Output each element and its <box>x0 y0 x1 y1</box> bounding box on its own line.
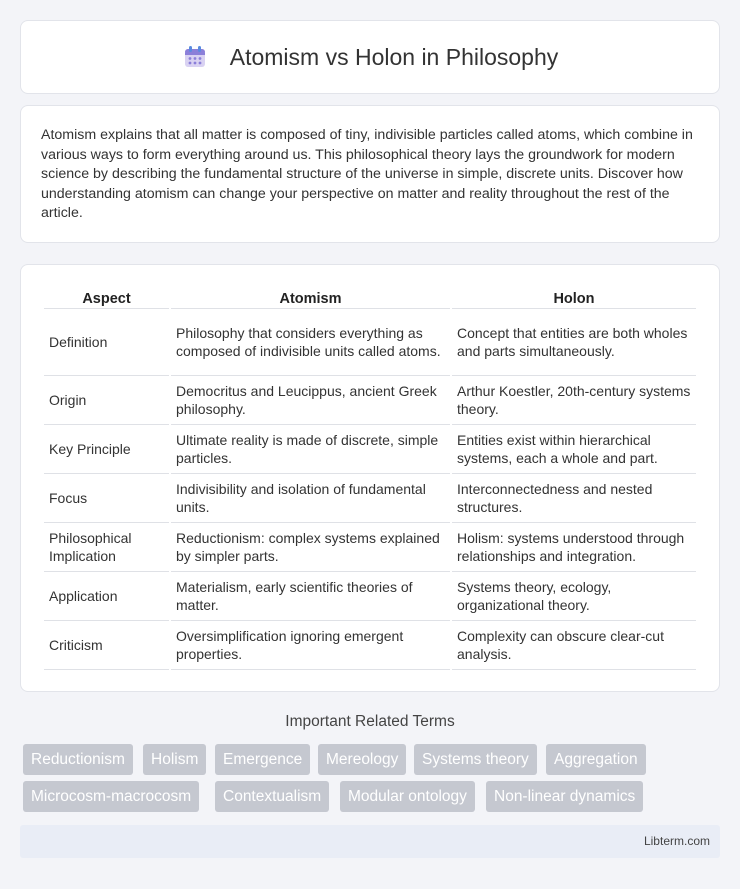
footer-brand-link[interactable]: Libterm.com <box>643 834 710 848</box>
row-aspect: Definition <box>44 309 169 376</box>
row-holon: Complexity can obscure clear-cut analysis. <box>452 621 696 670</box>
row-atomism: Reductionism: complex systems explained by simpler parts. <box>171 523 450 572</box>
row-atomism: Democritus and Leucippus, ancient Greek philosophy. <box>171 376 450 425</box>
row-atomism: Indivisibility and isolation of fundamental units. <box>171 474 450 523</box>
table-row <box>44 425 696 474</box>
row-holon: Systems theory, ecology, organizational theory. <box>452 572 696 621</box>
intro-card <box>20 105 720 243</box>
row-aspect: Philosophical Implication <box>44 523 169 572</box>
comparison-table-card <box>20 264 720 692</box>
row-aspect: Key Principle <box>44 425 169 474</box>
tag-reductionism[interactable]: Reductionism <box>23 744 133 775</box>
row-atomism: Materialism, early scientific theories of matter. <box>171 572 450 621</box>
tag-holism[interactable]: Holism <box>143 744 206 775</box>
row-aspect: Origin <box>44 376 169 425</box>
tag-emergence[interactable]: Emergence <box>215 744 310 775</box>
table-row <box>44 572 696 621</box>
tag-contextualism[interactable]: Contextualism <box>215 781 329 812</box>
table-row <box>44 376 696 425</box>
row-holon: Entities exist within hierarchical systems, each a whole and part. <box>452 425 696 474</box>
row-holon: Arthur Koestler, 20th-century systems theory. <box>452 376 696 425</box>
row-aspect: Criticism <box>44 621 169 670</box>
row-holon: Interconnectedness and nested structures. <box>452 474 696 523</box>
comparison-table <box>42 285 698 670</box>
header-aspect: Aspect <box>44 285 169 309</box>
intro-text: Atomism explains that all matter is composed of tiny, indivisible particles called atoms, which combine in various ways to form everything around us. This philosophical theory lays the groundwork for modern science by describing the fundamental structure of the universe in simple, discrete units. Discover how understanding atomism can change your perspective on matter and reality throughout the rest of the article. <box>41 127 693 221</box>
table-row <box>44 621 696 670</box>
tag-microcosm-macrocosm[interactable]: Microcosm-macrocosm <box>23 781 199 812</box>
row-atomism: Philosophy that considers everything as composed of indivisible units called atoms. <box>171 309 450 376</box>
tag-mereology[interactable]: Mereology <box>318 744 406 775</box>
page-title: Atomism vs Holon in Philosophy <box>229 43 559 70</box>
row-atomism: Oversimplification ignoring emergent properties. <box>171 621 450 670</box>
header-holon: Holon <box>452 285 696 309</box>
tag-systems-theory[interactable]: Systems theory <box>414 744 537 775</box>
tag-aggregation[interactable]: Aggregation <box>546 744 646 775</box>
row-aspect: Application <box>44 572 169 621</box>
footer <box>20 825 720 858</box>
calendar-icon <box>182 44 208 70</box>
row-holon: Holism: systems understood through relationships and integration. <box>452 523 696 572</box>
row-holon: Concept that entities are both wholes and parts simultaneously. <box>452 309 696 376</box>
row-atomism: Ultimate reality is made of discrete, simple particles. <box>171 425 450 474</box>
header-atomism: Atomism <box>171 285 450 309</box>
related-terms-title: Important Related Terms <box>285 713 455 730</box>
tag-modular-ontology[interactable]: Modular ontology <box>340 781 475 812</box>
table-row <box>44 474 696 523</box>
table-row <box>44 523 696 572</box>
table-header-row <box>44 285 696 309</box>
row-aspect: Focus <box>44 474 169 523</box>
header-card <box>20 20 720 94</box>
table-row <box>44 309 696 376</box>
tag-non-linear-dynamics[interactable]: Non-linear dynamics <box>486 781 643 812</box>
